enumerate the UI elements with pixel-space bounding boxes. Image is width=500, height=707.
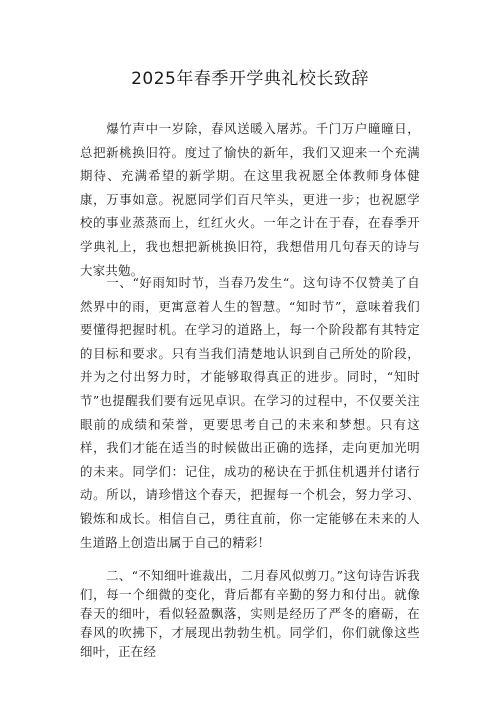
page-title: 2025年春季开学典礼校长致辞: [131, 69, 369, 89]
paragraph-1: [80, 117, 420, 282]
paragraph-3-text: 二、“不知细叶谁裁出，二月春风似剪刀。”这句诗告诉我们，每一个细微的变化，背后都有辛勤的努力和付出。就像春天的细叶，看似轻盈飘落，实则是经历了严冬的磨砺，在春风的吹拂下，才展现出勃勃生机。同学们，你们就像这些细叶，正在经: [80, 568, 420, 659]
paragraph-2: [80, 271, 420, 554]
paragraph-2-text: 一、“好雨知时节，当春乃发生“。这句诗不仅赞美了自然界中的雨，更寓意着人生的智慧。“知时节”，意味着我们要懂得把握时机。在学习的道路上，每一个阶段都有其特定的目标和要求。只有当我们清楚地认识到自己所处的阶段，并为之付出努力时，才能够取得真正的进步。同时，“知时节”也提醒我们要有远见卓识。在学习的过程中，不仅要关注眼前的成绩和荣誉，更要思考自己的未来和梦想。只有这样，我们才能在适当的时候做出正确的选择，走向更加光明的未来。同学们：记住，成功的秘诀在于抓住机遇并付诸行动。所以，请珍惜这个春天，把握每一个机会，努力学习、锻炼和成长。相信自己，勇往直前，你一定能够在未来的人生道路上创造出属于自己的精彩！: [80, 275, 420, 550]
paragraph-1-text: 爆竹声中一岁除，春风送暖入屠苏。千门万户曈曈日，总把新桃换旧符。度过了愉快的新年，我们又迎来一个充满期待、充满希望的新学期。在这里我祝愿全体教师身体健康，万事如意。祝愿同学们百尺竿头，更进一步；也祝愿学校的事业蒸蒸而上，红红火火。一年之计在于春，在春季开学典礼上，我也想把新桃换旧符，我想借用几句春天的诗与大家共勉。: [80, 121, 420, 278]
paragraph-3: [80, 566, 420, 661]
